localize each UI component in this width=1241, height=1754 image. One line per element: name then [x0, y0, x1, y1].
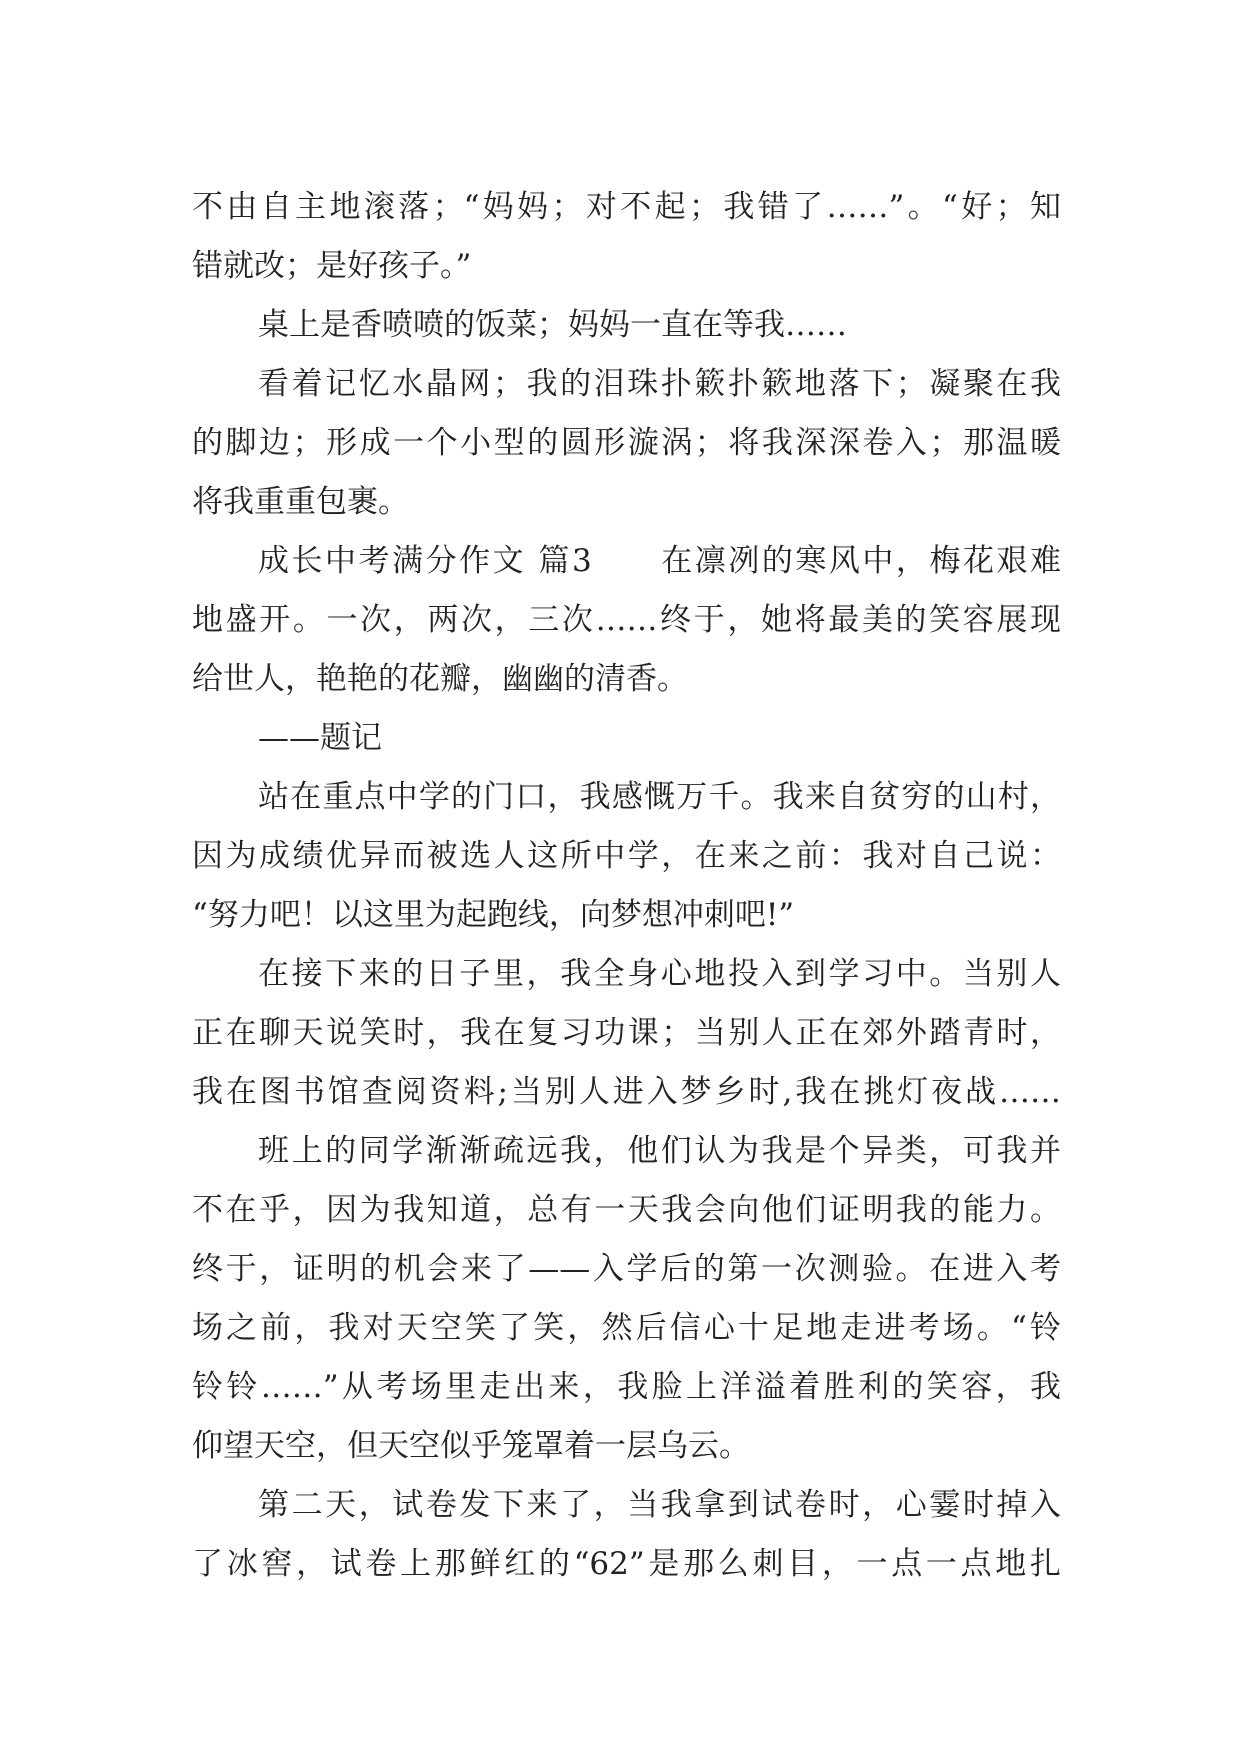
text-line: 场之前，我对天空笑了笑，然后信心十足地走进考场。“铃: [192, 1310, 1061, 1346]
body-text: [192, 178, 1061, 1594]
text-line: 正在聊天说笑时，我在复习功课；当别人正在郊外踏青时，: [192, 1015, 1061, 1051]
text-line: 铃铃……”从考场里走出来，我脸上洋溢着胜利的笑容，我: [192, 1369, 1061, 1405]
text-line: 看着记忆水晶网；我的泪珠扑簌扑簌地落下；凝聚在我: [258, 366, 1061, 402]
epigraph-label: ——题记: [258, 720, 382, 756]
text-line: 将我重重包裹。: [192, 484, 409, 520]
text-line: 桌上是香喷喷的饭菜；妈妈一直在等我……: [258, 307, 847, 343]
text-line: 在接下来的日子里，我全身心地投入到学习中。当别人: [258, 956, 1061, 992]
text-line: 班上的同学渐渐疏远我，他们认为我是个异类，可我并: [258, 1133, 1061, 1169]
text-line: 给世人，艳艳的花瓣，幽幽的清香。: [192, 661, 688, 697]
text-line: 因为成绩优异而被选人这所中学，在来之前：我对自己说：: [192, 838, 1061, 874]
text-line: 我在图书馆查阅资料;当别人进入梦乡时,我在挑灯夜战……: [192, 1074, 1061, 1110]
text-line: “努力吧！以这里为起跑线，向梦想冲刺吧!”: [192, 897, 795, 933]
text-line: 仰望天空，但天空似乎笼罩着一层乌云。: [192, 1428, 750, 1464]
text-line: 终于，证明的机会来了——入学后的第一次测验。在进入考: [192, 1251, 1061, 1287]
essay-heading-line: 成长中考满分作文 篇3 在凛冽的寒风中，梅花艰难: [258, 543, 1061, 579]
text-line: 不由自主地滚落；“妈妈；对不起；我错了……”。“好；知: [192, 189, 1061, 225]
text-line: 第二天，试卷发下来了，当我拿到试卷时，心霎时掉入: [258, 1487, 1061, 1523]
text-line: 站在重点中学的门口，我感慨万千。我来自贫穷的山村，: [258, 779, 1061, 815]
text-line: 了冰窖，试卷上那鲜红的“62”是那么刺目，一点一点地扎: [192, 1546, 1061, 1582]
text-line: 的脚边；形成一个小型的圆形漩涡；将我深深卷入；那温暖: [192, 425, 1061, 461]
text-line: 错就改；是好孩子。”: [192, 248, 472, 284]
text-line: 地盛开。一次，两次，三次……终于，她将最美的笑容展现: [192, 602, 1061, 638]
text-line: 不在乎，因为我知道，总有一天我会向他们证明我的能力。: [192, 1192, 1061, 1228]
